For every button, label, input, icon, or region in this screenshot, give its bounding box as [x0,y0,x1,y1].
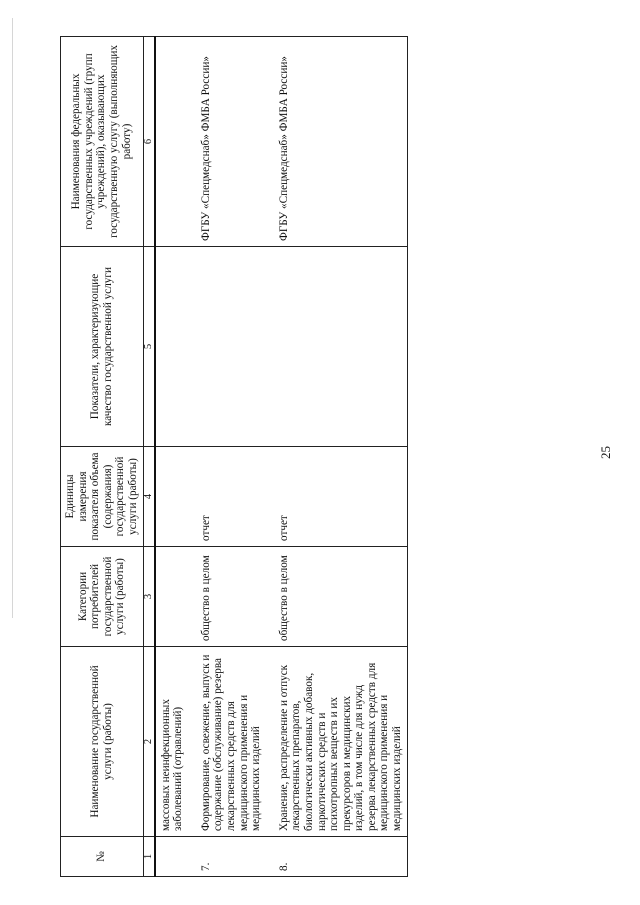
table-row [188,37,266,877]
header-service-name: Наименование государственной услуги (работы) [61,647,144,837]
header-institutions: Наименования федеральных государственных учреждений (групп учреждений), оказывающих государственную услугу (выполняющих работу) [61,37,144,247]
column-number: 6 [143,37,155,247]
column-number: 4 [143,447,155,547]
column-numbers-row [143,37,155,877]
institution: ФГБУ «Спецмедснаб» ФМБА России» [266,37,407,247]
row-number: 7. [188,837,266,877]
header-consumers: Категории потребителей государственной услуги (работы) [61,547,144,647]
services-table [60,36,408,877]
service-name: Хранение, распределение и отпуск лекарственных препаратов, биологически активных добавок, наркотических средств и психотропных веществ и их прекурсоров и медицинских изделий, в том числе для нужд резерва лекарственных средств для медицинского применения и медицинских изделий [266,647,407,837]
column-number: 1 [143,837,155,877]
row-number: 8. [266,837,407,877]
column-number: 3 [143,547,155,647]
continuation-row [155,37,188,877]
table-body [155,37,408,877]
header-unit: Единицы измерения показателя объема (содержания) государственной услуги (работы) [61,447,144,547]
column-number: 2 [143,647,155,837]
column-number: 5 [143,247,155,447]
unit: отчет [188,447,266,547]
quality-indicator [266,247,407,447]
unit: отчет [266,447,407,547]
consumers: общество в целом [266,547,407,647]
page-number: 25 [598,446,613,459]
consumers: общество в целом [188,547,266,647]
service-name: Формирование, освежение, выпуск и содержание (обслуживание) резерва лекарственных средств для медицинского применения и медицинских изделий [188,647,266,837]
continuation-text: массовых неинфекционных заболеваний (отравлений) [155,647,188,837]
table-header [61,37,155,877]
institution: ФГБУ «Спецмедснаб» ФМБА России» [188,37,266,247]
quality-indicator [188,247,266,447]
header-number: № [61,837,144,877]
header-quality: Показатели, характеризующие качество государственной услуги [61,247,144,447]
table-row [266,37,407,877]
